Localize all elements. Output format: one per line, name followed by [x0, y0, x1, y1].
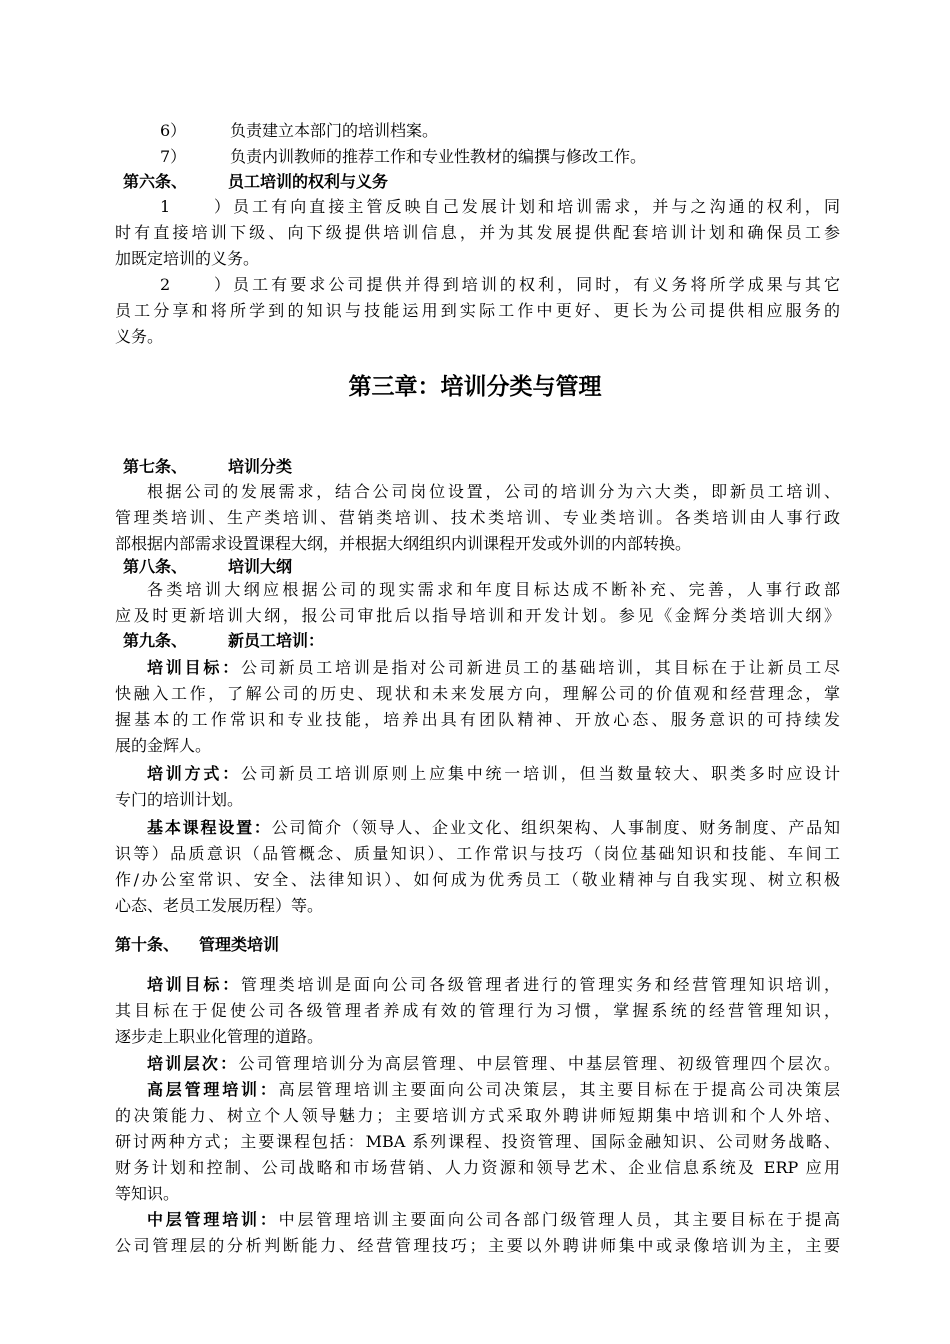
list-item: [160, 144, 840, 170]
paragraph-text: 员工有要求公司提供并得到培训的权利，同时，有义务将所学成果与其它: [230, 275, 840, 294]
paragraph-line: 心态、老员工发展历程）等。: [115, 896, 324, 915]
paragraph-line: 公司管理层的分析判断能力、经营管理技巧；主要以外聘讲师集中或录像培训为主，主要: [115, 1236, 840, 1255]
list-item: [160, 118, 840, 144]
list-number: 7）: [160, 147, 187, 166]
paragraph-line: 研讨两种方式；主要课程包括：MBA 系列课程、投资管理、国际金融知识、公司财务战略、: [115, 1132, 840, 1151]
paragraph-line: [147, 1207, 840, 1233]
paragraph-line: 应及时更新培训大纲，报公司审批后以指导培训和开发计划。参见《金辉分类培训大纲》: [115, 606, 840, 625]
article-heading: [115, 932, 840, 958]
article-number: 第七条、: [123, 457, 188, 476]
article-heading: [123, 169, 848, 195]
paragraph-line: [147, 761, 840, 787]
field-label: 高层管理培训：: [147, 1080, 279, 1099]
field-label: 培训目标：: [147, 975, 242, 994]
article-number: 第十条、: [115, 935, 180, 954]
paragraph-line: 义务。: [115, 327, 164, 346]
paragraph-text: 公司新员工培训是指对公司新进员工的基础培训，其目标在于让新员工尽: [241, 658, 840, 677]
paragraph-text: 员工有向直接主管反映自己发展计划和培训需求，并与之沟通的权利，同: [230, 197, 840, 216]
article-title: 管理类培训: [199, 935, 280, 954]
field-label: 培训方式：: [147, 764, 242, 783]
field-label: 中层管理培训：: [147, 1210, 279, 1229]
article-title: 培训分类: [228, 457, 293, 476]
article-title: 培训大纲: [228, 557, 293, 576]
paragraph-line: 的决策能力、树立个人领导魅力；主要培训方式采取外聘讲师短期集中培训和个人外培、: [115, 1106, 840, 1125]
list-number: 2）: [160, 275, 230, 294]
paragraph-line: 其目标在于促使公司各级管理者养成有效的管理行为习惯，掌握系统的经营管理知识，: [115, 1001, 840, 1020]
article-number: 第八条、: [123, 557, 188, 576]
paragraph-text: 公司简介（领导人、企业文化、组织架构、人事制度、财务制度、产品知: [271, 818, 840, 837]
paragraph-line: 加既定培训的义务。: [115, 249, 260, 268]
list-number: 6）: [160, 121, 187, 140]
field-label: 培训目标：: [147, 658, 242, 677]
paragraph-line: 握基本的工作常识和专业技能，培养出具有团队精神、开放心态、服务意识的可持续发: [115, 710, 840, 729]
list-number: 1）: [160, 197, 230, 216]
paragraph-line: [147, 1051, 840, 1077]
paragraph-line: [115, 194, 840, 220]
paragraph-line: 等知识。: [115, 1184, 180, 1203]
paragraph-line: 作/办公室常识、安全、法律知识）、如何成为优秀员工（敬业精神与自我实现、树立积极: [115, 870, 840, 889]
paragraph-line: [115, 272, 840, 298]
paragraph-line: 展的金辉人。: [115, 736, 212, 755]
paragraph-text: 公司管理培训分为高层管理、中层管理、中基层管理、初级管理四个层次。: [238, 1054, 840, 1073]
article-number: 第六条、: [123, 172, 188, 191]
list-text: 负责建立本部门的培训档案。: [230, 121, 439, 140]
paragraph-line: 时有直接培训下级、向下级提供培训信息，并为其发展提供配套培训计划和确保员工参: [115, 223, 840, 242]
paragraph-line: [147, 1077, 840, 1103]
paragraph-line: 部根据内部需求设置课程大纲，并根据大纲组织内训课程开发或外训的内部转换。: [115, 534, 692, 553]
paragraph-line: [147, 972, 840, 998]
list-text: 负责内训教师的推荐工作和专业性教材的编撰与修改工作。: [230, 147, 647, 166]
article-number: 第九条、: [123, 631, 188, 650]
field-label: 培训层次：: [147, 1054, 239, 1073]
article-heading: [123, 454, 848, 480]
paragraph-text: 管理类培训是面向公司各级管理者进行的管理实务和经营管理知识培训，: [241, 975, 840, 994]
paragraph-text: 中层管理培训主要面向公司各部门级管理人员，其主要目标在于提高: [278, 1210, 840, 1229]
article-heading: [123, 628, 848, 654]
paragraph-line: 根据公司的发展需求，结合公司岗位设置，公司的培训分为六大类，即新员工培训、: [147, 482, 840, 501]
field-label: 基本课程设置：: [147, 818, 272, 837]
paragraph-text: 高层管理培训主要面向公司决策层，其主要目标在于提高公司决策层: [278, 1080, 840, 1099]
paragraph-line: [147, 655, 840, 681]
paragraph-line: 财务计划和控制、公司战略和市场营销、人力资源和领导艺术、企业信息系统及 ERP 应用: [115, 1158, 840, 1177]
paragraph-line: 逐步走上职业化管理的道路。: [115, 1027, 324, 1046]
paragraph-line: 管理类培训、生产类培训、营销类培训、技术类培训、专业类培训。各类培训由人事行政: [115, 508, 840, 527]
article-title: 新员工培训：: [228, 631, 325, 650]
chapter-title: 第三章：培训分类与管理: [348, 374, 602, 400]
paragraph-line: 识等）品质意识（品管概念、质量知识）、工作常识与技巧（岗位基础知识和技能、车间工: [115, 844, 840, 863]
paragraph-line: 专门的培训计划。: [115, 790, 244, 809]
article-title: 员工培训的权利与义务: [228, 172, 389, 191]
paragraph-text: 公司新员工培训原则上应集中统一培训，但当数量较大、职类多时应设计: [241, 764, 840, 783]
paragraph-line: 员工分享和将所学到的知识与技能运用到实际工作中更好、更长为公司提供相应服务的: [115, 301, 840, 320]
paragraph-line: [147, 815, 840, 841]
paragraph-line: 快融入工作，了解公司的历史、现状和未来发展方向，理解公司的价值观和经营理念，掌: [115, 684, 840, 703]
paragraph-line: 各类培训大纲应根据公司的现实需求和年度目标达成不断补充、完善，人事行政部: [147, 580, 840, 599]
